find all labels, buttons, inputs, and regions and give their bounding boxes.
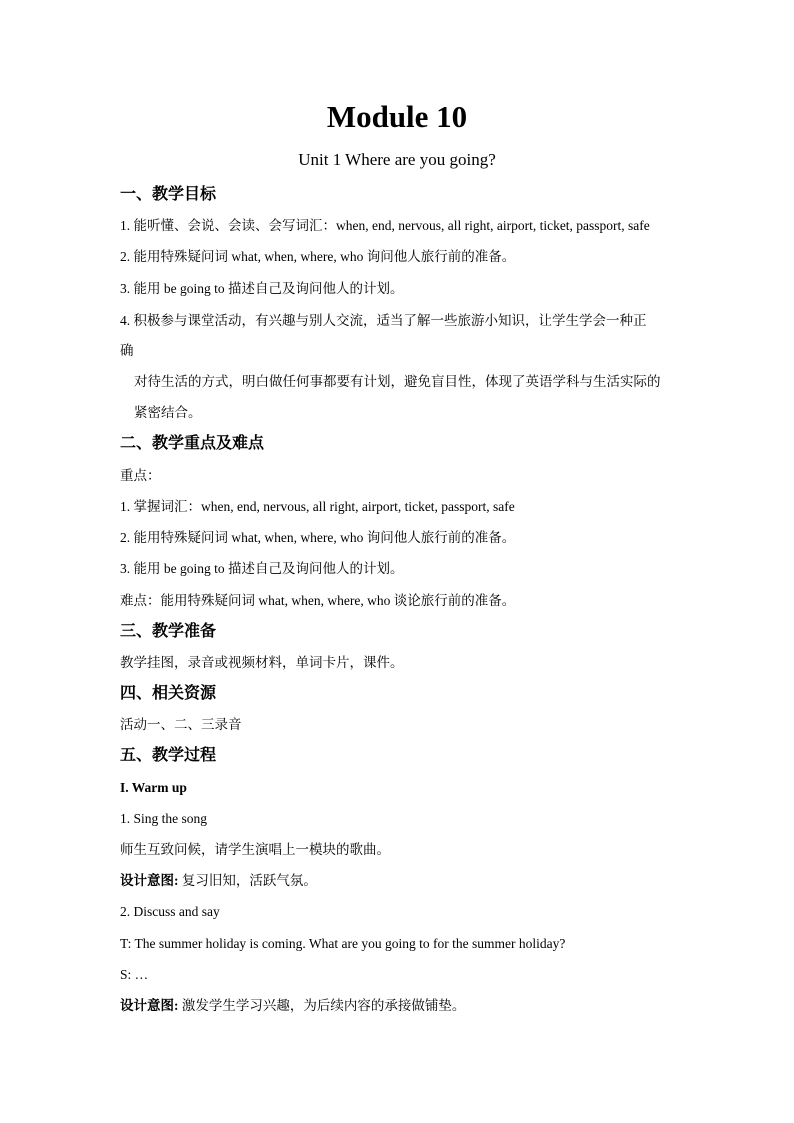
resources-text: 活动一、二、三录音 [120, 717, 242, 732]
objective-3: 3. 能用 be going to 描述自己及询问他人的计划。 [120, 281, 404, 296]
section4-heading: 四、相关资源 [120, 685, 217, 702]
section2-heading: 二、教学重点及难点 [120, 435, 265, 452]
objective-2: 2. 能用特殊疑问词 what, when, where, who 询问他人旅行前的准备。 [120, 249, 516, 264]
section5-heading: 五、教学过程 [120, 747, 217, 764]
objective-1: 1. 能听懂、会说、会读、会写词汇：when, end, nervous, all right, airport, ticket, passport, safe [120, 218, 650, 233]
design-intent-2 [120, 996, 465, 1016]
objective-4-line3: 对待生活的方式，明白做任何事都要有计划，避免盲目性，体现了英语学科与生活实际的 [134, 374, 661, 389]
objective-4-line2: 确 [120, 343, 134, 358]
student-line: S: … [120, 967, 149, 982]
section1-heading: 一、教学目标 [120, 186, 217, 203]
warmup-heading: I. Warm up [120, 780, 187, 795]
design-intent-text: 激发学生学习兴趣，为后续内容的承接做铺垫。 [178, 998, 466, 1013]
section3-heading: 三、教学准备 [120, 623, 217, 640]
key-points-label: 重点： [120, 468, 161, 483]
step-1-text: 师生互致问候，请学生演唱上一模块的歌曲。 [120, 842, 390, 857]
page-title: Module 10 [326, 99, 468, 134]
design-intent-1 [120, 871, 317, 891]
page-subtitle: Unit 1 Where are you going? [298, 150, 496, 169]
step-1: 1. Sing the song [120, 811, 208, 826]
objective-4-line4: 紧密结合。 [134, 405, 202, 420]
step-2: 2. Discuss and say [120, 904, 220, 919]
design-intent-label: 设计意图: [120, 998, 179, 1013]
key-point-3: 3. 能用 be going to 描述自己及询问他人的计划。 [120, 561, 404, 576]
preparation-text: 教学挂图，录音或视频材料，单词卡片，课件。 [120, 655, 404, 670]
objective-4-line1: 4. 积极参与课堂活动，有兴趣与别人交流，适当了解一些旅游小知识，让学生学会一种正 [120, 313, 647, 328]
key-point-2: 2. 能用特殊疑问词 what, when, where, who 询问他人旅行前的准备。 [120, 530, 516, 545]
teacher-line: T: The summer holiday is coming. What are you going to for the summer holiday? [120, 936, 566, 951]
difficult-point: 难点：能用特殊疑问词 what, when, where, who 谈论旅行前的准备。 [120, 593, 516, 608]
design-intent-label: 设计意图: [120, 873, 179, 888]
design-intent-text: 复习旧知，活跃气氛。 [178, 873, 317, 888]
key-point-1: 1. 掌握词汇：when, end, nervous, all right, airport, ticket, passport, safe [120, 499, 515, 514]
